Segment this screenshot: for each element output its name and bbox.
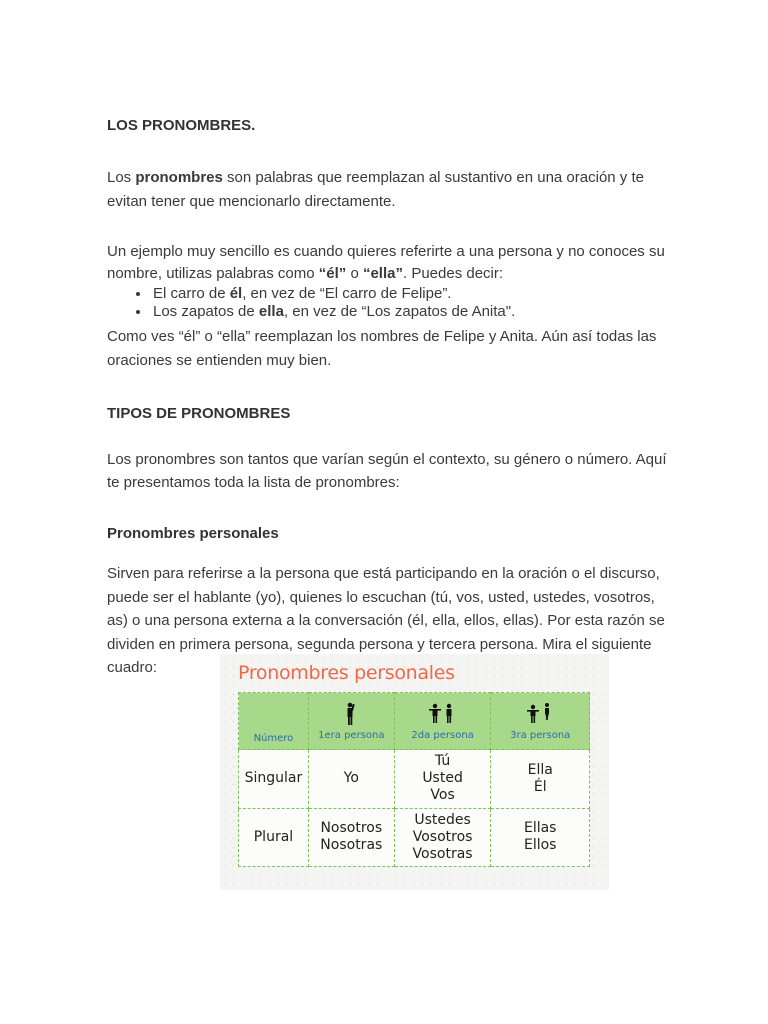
table-title: Pronombres personales — [238, 662, 455, 684]
header-cell-1era — [308, 693, 394, 750]
cell-line: Él — [533, 778, 547, 795]
cell-line: Usted — [422, 770, 463, 787]
cell-plural-1 — [308, 808, 394, 867]
list-item — [151, 285, 667, 303]
header-label: Número — [253, 733, 294, 744]
table-header-row — [239, 693, 590, 750]
row-label-plural — [239, 808, 309, 867]
cell-plural-2 — [394, 808, 491, 867]
cell-line: Tú — [434, 753, 451, 770]
table-row — [239, 750, 590, 809]
pronouns-table — [238, 692, 590, 867]
personales-paragraph: Sirven para referirse a la persona que está participando en la oración o el discurso, puede ser el hablante (yo), quienes lo escuchan (tú, vos, usted, ustedes, vosotros, as) o una persona externa a la conversación (él, ella, ellos, ellas). Por esta razón se dividen en primera persona, segunda persona y tercera persona. Mira el siguiente cuadro: — [107, 565, 665, 677]
example-bold-ella: “ella” — [362, 265, 403, 282]
cell-singular-2 — [394, 750, 491, 809]
cell-text: Yo — [343, 770, 359, 787]
example-bold-el: “él” — [318, 265, 347, 282]
row-label: Plural — [253, 828, 294, 845]
document-content — [107, 116, 667, 680]
cell-line: Ella — [527, 761, 553, 778]
cell-singular-3 — [491, 750, 590, 809]
intro-bold-term: pronombres — [135, 169, 223, 186]
page-title: LOS PRONOMBRES. — [107, 117, 256, 134]
cell-line: Ellas — [523, 820, 557, 837]
intro-suffix: son palabras que reemplazan al sustantivo en una oración y te evitan tener que mencionarlo directamente. — [107, 169, 644, 210]
header-cell-numero — [239, 693, 309, 750]
list-item-pre: Los zapatos de — [153, 303, 259, 320]
example-text-a: Un ejemplo muy sencillo es cuando quieres referirte a una persona y no conoces su nombre, utilizas palabras como — [107, 243, 665, 282]
cell-line: Vosotras — [412, 845, 473, 862]
cell-line: Vos — [430, 787, 455, 804]
list-item-post: , en vez de “Los zapatos de Anita". — [283, 303, 516, 320]
row-label: Singular — [244, 770, 303, 787]
personales-heading: Pronombres personales — [107, 525, 279, 542]
header-label: 3ra persona — [510, 730, 571, 741]
list-item-bold: ella — [258, 303, 284, 320]
header-label: 1era persona — [318, 730, 385, 741]
person-three-icon — [491, 702, 589, 724]
header-label: 2da persona — [411, 730, 474, 741]
cell-line: Ellos — [523, 837, 557, 854]
person-one-icon — [309, 702, 394, 724]
list-item-pre: El carro de — [153, 285, 230, 302]
example-paragraph — [107, 241, 667, 285]
list-item — [151, 303, 667, 321]
tipos-paragraph: Los pronombres son tantos que varían según el contexto, su género o número. Aquí te presentamos toda la lista de pronombres: — [107, 451, 667, 491]
header-cell-2da — [394, 693, 491, 750]
list-item-bold: él — [229, 285, 243, 302]
after-list-paragraph: Como ves “él” o “ella” reemplazan los nombres de Felipe y Anita. Aún así todas las oraciones se entienden muy bien. — [107, 328, 657, 369]
list-item-post: , en vez de “El carro de Felipe”. — [242, 285, 452, 302]
example-text-b: . Puedes decir: — [403, 265, 504, 282]
cell-line: Vosotros — [412, 828, 473, 845]
intro-paragraph — [107, 166, 667, 213]
row-label-singular — [239, 750, 309, 809]
cell-line: Nosotros — [320, 820, 383, 837]
example-mid: o — [346, 265, 363, 282]
cell-line: Nosotras — [320, 837, 383, 854]
header-cell-3ra — [491, 693, 590, 750]
person-two-icon — [395, 702, 491, 724]
example-list — [107, 285, 667, 321]
intro-prefix: Los — [107, 169, 136, 186]
cell-line: Ustedes — [414, 811, 471, 828]
table-row — [239, 808, 590, 867]
cell-plural-3 — [491, 808, 590, 867]
cell-singular-1 — [308, 750, 394, 809]
pronouns-table-figure — [220, 654, 609, 890]
tipos-heading: TIPOS DE PRONOMBRES — [107, 405, 291, 422]
